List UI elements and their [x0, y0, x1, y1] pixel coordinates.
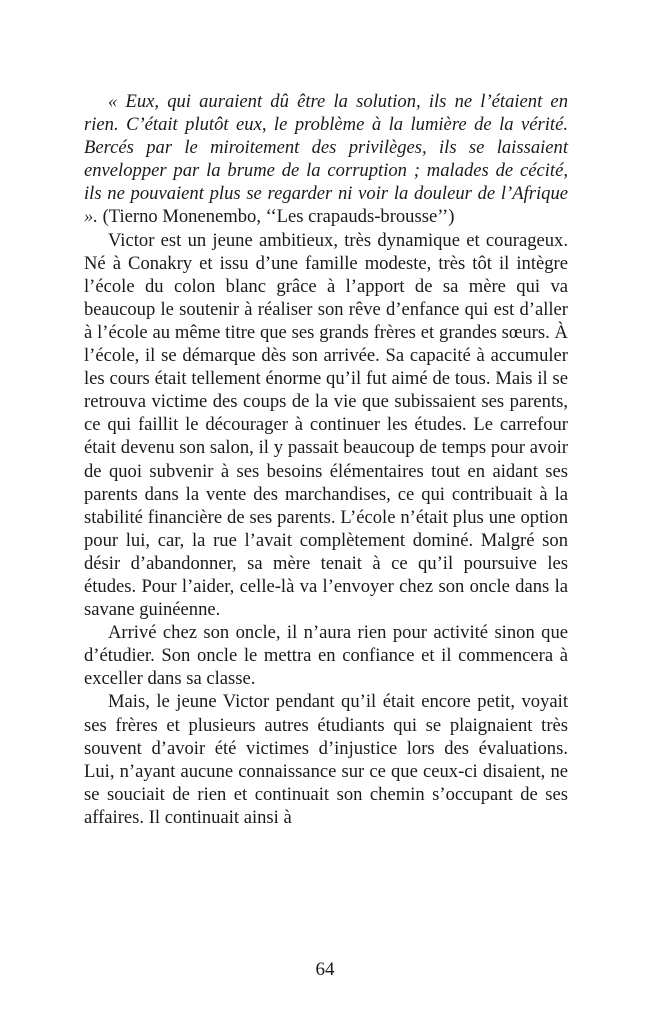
- epigraph-quote: « Eux, qui auraient dû être la solution, ils ne l’étaient en rien. C’était plutôt eux, le problème à la lumière de la vérité. Bercés par le miroitement des privilèges, ils se laissaient envelopper par la brume de la corruption ; malades de cécité, ils ne pouvaient plus se regarder ni voir la douleur de l’Afrique ».: [84, 91, 568, 228]
- epigraph-attribution: (Tierno Monenembo, ‘‘Les crapauds-brousse’’): [97, 206, 455, 228]
- page-body: [84, 90, 568, 829]
- page-number: 64: [315, 959, 335, 980]
- body-paragraph-2: Arrivé chez son oncle, il n’aura rien pour activité sinon que d’étudier. Son oncle le mettra en confiance et il commencera à exceller dans sa classe.: [84, 622, 568, 690]
- epigraph-paragraph: [84, 90, 568, 229]
- body-paragraph-3: Mais, le jeune Victor pendant qu’il était encore petit, voyait ses frères et plusieurs autres étudiants qui se plaignaient très souvent d’avoir été victimes d’injustice lors des évaluations. Lui, n’ayant aucune connaissance sur ce que ceux-ci disaient, ne se souciait de rien et continuait son chemin s’occupant de ses affaires. Il continuait ainsi à: [84, 691, 568, 828]
- body-paragraph-1: Victor est un jeune ambitieux, très dynamique et courageux. Né à Conakry et issu d’une famille modeste, très tôt il intègre l’école du colon blanc grâce à l’apport de sa mère qui va beaucoup le soutenir à réaliser son rêve d’enfance qui est d’aller à l’école au même titre que ses grands frères et grandes sœurs. À l’école, il se démarque dès son arrivée. Sa capacité à accumuler les cours était tellement énorme qu’il fut aimé de tous. Mais il se retrouva victime des coups de la vie que subissaient ses parents, ce qui faillit le décourager à continuer les études. Le carrefour était devenu son salon, il y passait beaucoup de temps pour avoir de quoi subvenir à ses besoins élémentaires tout en aidant ses parents dans la vente des marchandises, ce qui contribuait à la stabilité financière de ses parents. L’école n’était plus une option pour lui, car, la rue l’avait complètement dominé. Malgré son désir d’abandonner, sa mère tenait à ce qu’il poursuive les études. Pour l’aider, celle-là va l’envoyer chez son oncle dans la savane guinéenne.: [84, 229, 568, 621]
